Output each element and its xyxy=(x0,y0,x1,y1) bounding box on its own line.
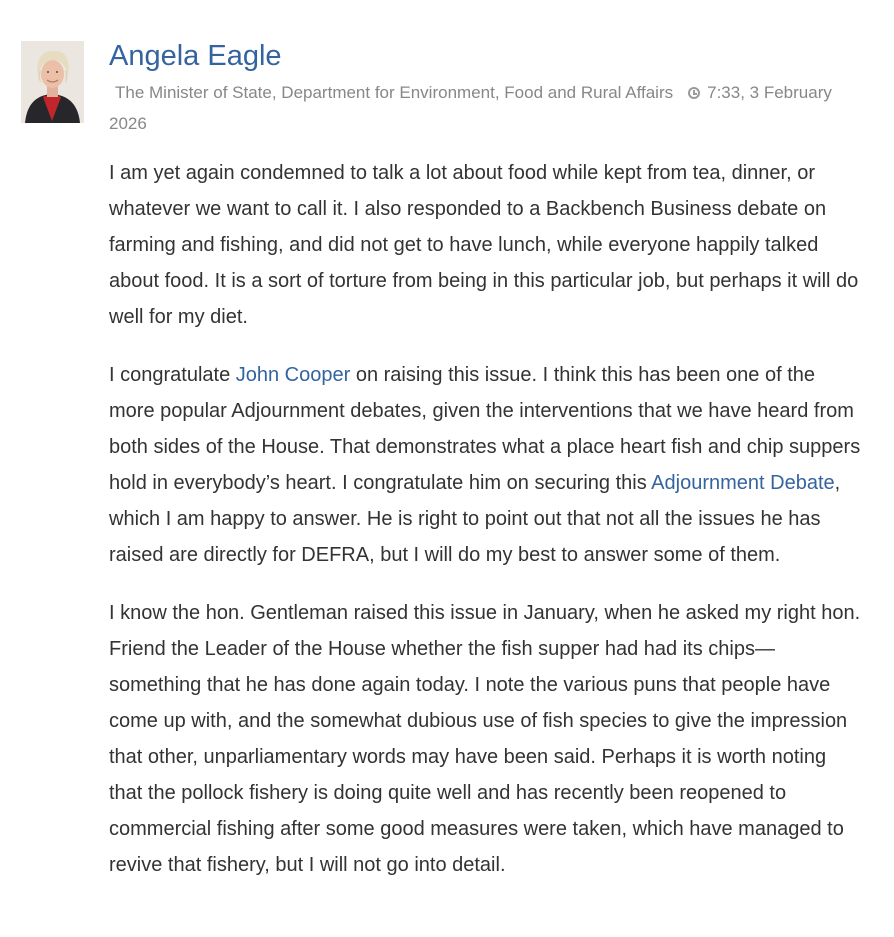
speech-paragraph-1: I am yet again condemned to talk a lot about food while kept from tea, dinner, or whatever we want to call it. I also responded to a Backbench Business debate on farming and fishing, and did not get to have lunch, while everyone happily talked about food. It is a sort of torture from being in this particular job, but perhaps it will do well for my diet. xyxy=(109,162,859,328)
speech-paragraph-3: I know the hon. Gentleman raised this issue in January, when he asked my right hon. Friend the Leader of the House whether the fish supper had had its chips—something that he has done again today. I note the various puns that people have come up with, and the somewhat dubious use of fish species to give the impression that other, unparliamentary words may have been said. Perhaps it is worth noting that the pollock fishery is doing quite well and has recently been reopened to commercial fishing after some good measures were taken, which have managed to revive that fishery, but I will not go into detail. xyxy=(109,602,861,876)
adjournment-debate-link[interactable]: Adjournment Debate xyxy=(651,472,835,494)
speaker-name-link[interactable]: Angela Eagle xyxy=(109,40,282,72)
clock-icon xyxy=(688,87,700,99)
speech-content xyxy=(109,36,861,883)
paragraph-text: on raising this issue. I think this has been one of the more popular Adjournment debates, given the interventions that we have heard from both sides of the House. That demonstrates what a place heart fish and chip suppers hold in everybody’s heart. I congratulate him on securing this xyxy=(109,364,861,494)
paragraph-text: , which I am happy to answer. He is right to point out that not all the issues he has raised are directly for DEFRA, but I will do my best to answer some of them. xyxy=(109,472,841,566)
speech-time[interactable]: 7:33, 3 February 2026 xyxy=(109,83,832,133)
speaker-role: The Minister of State, Department for Environment, Food and Rural Affairs xyxy=(115,83,674,102)
speech-meta xyxy=(109,77,861,139)
paragraph-text: I congratulate xyxy=(109,364,236,386)
speaker-avatar[interactable] xyxy=(21,41,84,123)
speech-paragraph-2 xyxy=(109,357,861,573)
member-link-john-cooper[interactable]: John Cooper xyxy=(235,364,351,386)
